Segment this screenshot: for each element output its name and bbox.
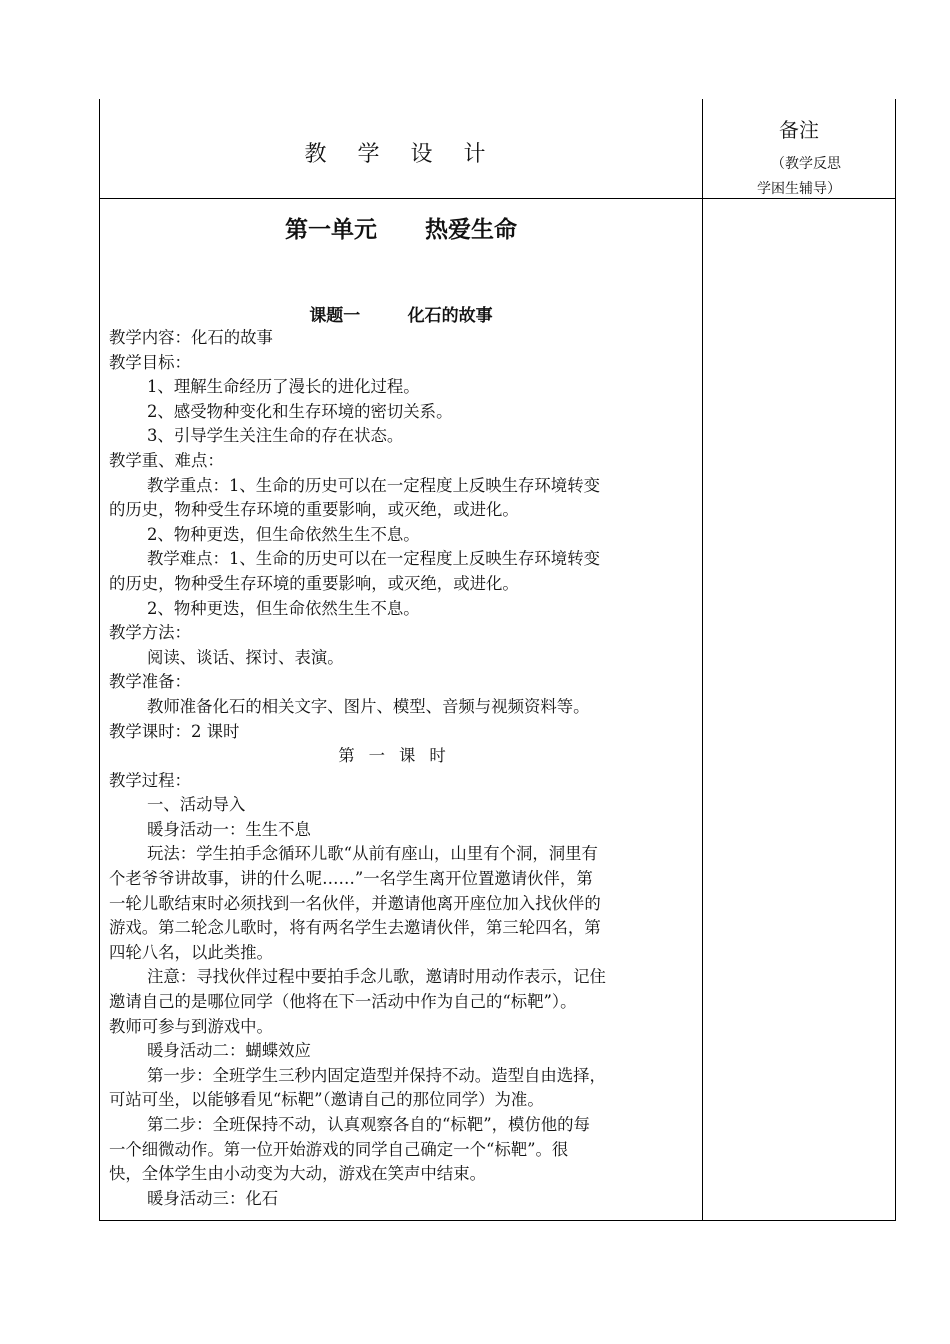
body-line: 第一课时 [338,746,460,766]
body-line: 一个细微动作。第一位开始游戏的同学自己确定一个“标靶”。很 [109,1139,569,1159]
body-line: 暖身活动二：蝴蝶效应 [147,1041,311,1061]
body-line: 阅读、谈话、探讨、表演。 [147,647,344,667]
table-bottom-border [99,1220,896,1221]
body-line: 教学课时：2 课时 [109,721,240,741]
body-line: 教学内容：化石的故事 [109,328,273,347]
body-line: 游戏。第二轮念儿歌时，将有两名学生去邀请伙伴，第三轮四名，第 [109,918,601,938]
body-line: 第二步：全班保持不动，认真观察各自的“标靶”，模仿他的每 [147,1115,590,1134]
body-line: 快，全体学生由小动变为大动，游戏在笑声中结束。 [109,1164,486,1184]
body-line: 1、理解生命经历了漫长的进化过程。 [147,377,420,397]
table-column-divider [702,99,703,1221]
body-line: 可站可坐，以能够看见“标靶”（邀请自己的那位同学）为准。 [109,1090,544,1110]
notes-column-subtitle-line1: （教学反思 [771,156,841,172]
body-line: 教师可参与到游戏中。 [109,1016,273,1036]
header-row-divider [99,198,896,199]
table-left-border [99,99,100,1221]
body-line: 邀请自己的是哪位同学（他将在下一活动中作为自己的“标靶”）。 [109,992,577,1012]
notes-column-subtitle-line2: 学困生辅导） [757,181,841,197]
body-line: 个老爷爷讲故事，讲的什么呢……”一名学生离开位置邀请伙伴，第 [109,869,593,889]
body-line: 3、引导学生关注生命的存在状态。 [147,426,404,446]
unit-title: 第一单元 热爱生命 [284,217,518,243]
body-line: 注意：寻找伙伴过程中要拍手念儿歌，邀请时用动作表示，记住 [147,967,606,987]
body-line: 2、物种更迭，但生命依然生生不息。 [147,524,420,544]
body-line: 四轮八名，以此类推。 [109,942,273,962]
body-line: 2、物种更迭，但生命依然生生不息。 [147,598,420,618]
body-line: 暖身活动一：生生不息 [147,819,311,839]
body-line: 教学目标： [109,352,191,372]
body-line: 教师准备化石的相关文字、图片、模型、音频与视频资料等。 [147,696,590,716]
lesson-title: 课题一 化石的故事 [309,306,493,326]
body-line: 教学难点：1、生命的历史可以在一定程度上反映生存环境转变 [147,549,600,569]
body-line: 的历史，物种受生存环境的重要影响，或灭绝，或进化。 [109,573,519,593]
body-line: 教学准备： [109,672,191,692]
body-line: 的历史，物种受生存环境的重要影响，或灭绝，或进化。 [109,500,519,520]
lesson-plan-body [109,326,689,1211]
notes-column-heading: 备注 [779,118,819,142]
body-line: 教学过程： [109,770,191,790]
body-line: 一、活动导入 [147,795,246,815]
body-line: 教学重、难点： [109,450,224,470]
body-line: 一轮儿歌结束时必须找到一名伙伴，并邀请他离开座位加入找伙伴的 [109,893,601,913]
body-line: 2、感受物种变化和生存环境的密切关系。 [147,401,453,421]
body-line: 第一步：全班学生三秒内固定造型并保持不动。造型自由选择， [147,1065,606,1085]
body-line: 教学重点：1、生命的历史可以在一定程度上反映生存环境转变 [147,475,600,495]
body-line: 暖身活动三：化石 [147,1188,279,1208]
body-line: 教学方法： [109,623,191,643]
teaching-design-heading: 教 学 设 计 [304,142,498,167]
table-right-border [895,99,896,1221]
body-line: 玩法：学生拍手念循环儿歌“从前有座山，山里有个洞，洞里有 [147,844,598,864]
